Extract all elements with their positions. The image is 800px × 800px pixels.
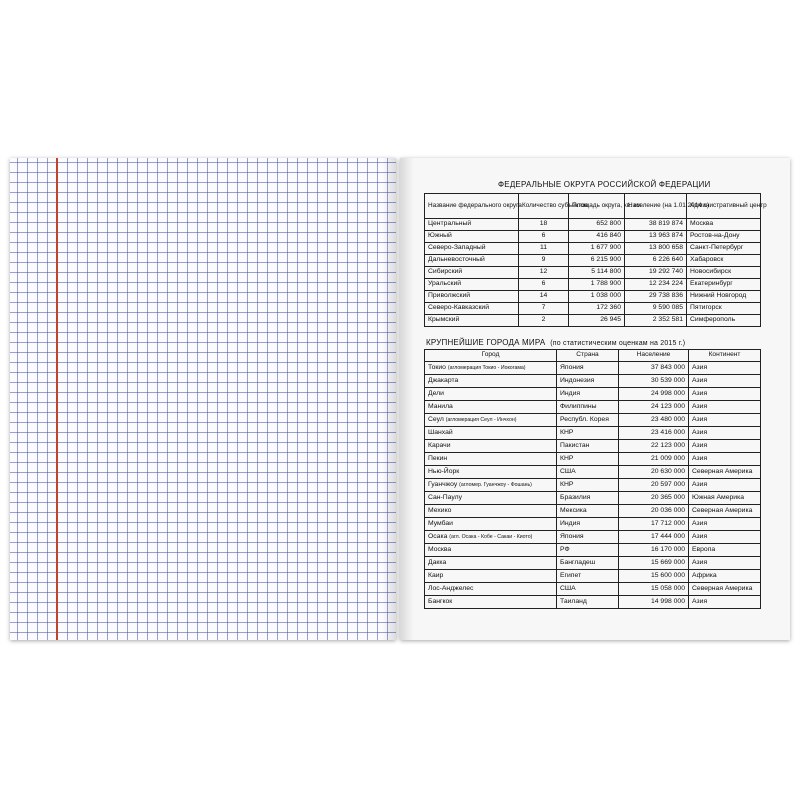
table-row <box>425 570 761 583</box>
table-row <box>425 401 761 414</box>
table-row <box>425 231 761 243</box>
country-cell: Республ. Корея <box>557 414 619 427</box>
area-cell: 5 114 800 <box>569 267 625 279</box>
district-name-cell: Сибирский <box>425 267 519 279</box>
table-row <box>425 362 761 375</box>
city-name: Лос-Анджелес <box>428 584 474 592</box>
table-row <box>425 375 761 388</box>
table-row <box>425 518 761 531</box>
district-name-cell: Дальневосточный <box>425 255 519 267</box>
table-row <box>425 596 761 609</box>
continent-cell: Азия <box>689 375 761 388</box>
admin-center-cell: Пятигорск <box>687 303 761 315</box>
city-cell <box>425 518 557 531</box>
table-row <box>425 466 761 479</box>
reference-page-right <box>400 158 790 640</box>
city-cell <box>425 414 557 427</box>
population-cell: 21 009 000 <box>619 453 689 466</box>
table-row <box>425 255 761 267</box>
margin-line <box>56 158 58 640</box>
table-row <box>425 303 761 315</box>
city-cell <box>425 596 557 609</box>
area-cell: 652 800 <box>569 219 625 231</box>
continent-cell: Северная Америка <box>689 505 761 518</box>
continent-cell: Азия <box>689 414 761 427</box>
continent-cell: Южная Америка <box>689 492 761 505</box>
city-cell <box>425 557 557 570</box>
continent-cell: Северная Америка <box>689 466 761 479</box>
continent-cell: Азия <box>689 427 761 440</box>
population-cell: 14 998 000 <box>619 596 689 609</box>
city-name: Бангкок <box>428 597 453 605</box>
table-row <box>425 243 761 255</box>
continent-cell: Северная Америка <box>689 583 761 596</box>
table-row <box>425 279 761 291</box>
city-name: Дакка <box>428 558 447 566</box>
continent-cell: Европа <box>689 544 761 557</box>
federal-districts-table <box>424 193 767 327</box>
column-header: Население (на 1.01.2014 г.) <box>625 194 687 219</box>
population-cell: 16 170 000 <box>619 544 689 557</box>
country-cell: РФ <box>557 544 619 557</box>
subjects-count-cell: 14 <box>519 291 569 303</box>
city-name: Сан-Паулу <box>428 493 462 501</box>
country-cell: Филиппины <box>557 401 619 414</box>
city-name: Дели <box>428 389 444 397</box>
area-cell: 6 215 900 <box>569 255 625 267</box>
table-row <box>425 544 761 557</box>
country-cell: КНР <box>557 479 619 492</box>
column-header: Город <box>425 350 557 362</box>
continent-cell: Азия <box>689 440 761 453</box>
admin-center-cell: Ростов-на-Дону <box>687 231 761 243</box>
table-row <box>425 440 761 453</box>
city-name: Шанхай <box>428 428 453 436</box>
population-cell: 12 234 224 <box>625 279 687 291</box>
city-cell <box>425 544 557 557</box>
continent-cell: Азия <box>689 531 761 544</box>
continent-cell: Азия <box>689 518 761 531</box>
city-cell <box>425 479 557 492</box>
column-header: Континент <box>689 350 761 362</box>
area-cell: 1 788 900 <box>569 279 625 291</box>
population-cell: 23 480 000 <box>619 414 689 427</box>
city-name: Токио <box>428 363 446 371</box>
district-name-cell: Северо-Западный <box>425 243 519 255</box>
country-cell: КНР <box>557 427 619 440</box>
admin-center-cell: Москва <box>687 219 761 231</box>
country-cell: Пакистан <box>557 440 619 453</box>
subjects-count-cell: 11 <box>519 243 569 255</box>
largest-cities-title-note: (по статистическим оценкам на 2015 г.) <box>550 340 686 347</box>
largest-cities-title <box>426 338 685 347</box>
area-cell: 26 945 <box>569 315 625 327</box>
subjects-count-cell: 6 <box>519 231 569 243</box>
admin-center-cell: Екатеринбург <box>687 279 761 291</box>
table-row <box>425 388 761 401</box>
admin-center-cell: Нижний Новгород <box>687 291 761 303</box>
column-header: Название федерального округа <box>425 194 519 219</box>
population-cell: 38 819 874 <box>625 219 687 231</box>
country-cell: Япония <box>557 362 619 375</box>
city-cell <box>425 492 557 505</box>
city-name: Манила <box>428 402 453 410</box>
population-cell: 2 352 581 <box>625 315 687 327</box>
city-cell <box>425 466 557 479</box>
column-header: Площадь округа, кв. км <box>569 194 625 219</box>
table-row <box>425 531 761 544</box>
city-name: Гуанчжоу <box>428 480 458 488</box>
city-cell <box>425 440 557 453</box>
city-cell <box>425 453 557 466</box>
continent-cell: Азия <box>689 388 761 401</box>
district-name-cell: Южный <box>425 231 519 243</box>
country-cell: США <box>557 583 619 596</box>
country-cell: Бангладеш <box>557 557 619 570</box>
city-cell <box>425 531 557 544</box>
area-cell: 416 840 <box>569 231 625 243</box>
population-cell: 24 998 000 <box>619 388 689 401</box>
district-name-cell: Приволжский <box>425 291 519 303</box>
population-cell: 6 226 640 <box>625 255 687 267</box>
table-row <box>425 219 761 231</box>
city-cell <box>425 401 557 414</box>
population-cell: 17 712 000 <box>619 518 689 531</box>
population-cell: 20 365 000 <box>619 492 689 505</box>
city-name: Карачи <box>428 441 451 449</box>
city-cell <box>425 570 557 583</box>
population-cell: 24 123 000 <box>619 401 689 414</box>
district-name-cell: Центральный <box>425 219 519 231</box>
column-header: Страна <box>557 350 619 362</box>
city-cell <box>425 505 557 518</box>
continent-cell: Азия <box>689 557 761 570</box>
admin-center-cell: Хабаровск <box>687 255 761 267</box>
population-cell: 17 444 000 <box>619 531 689 544</box>
admin-center-cell: Симферополь <box>687 315 761 327</box>
population-cell: 30 539 000 <box>619 375 689 388</box>
subjects-count-cell: 7 <box>519 303 569 315</box>
population-cell: 15 058 000 <box>619 583 689 596</box>
table-row <box>425 291 761 303</box>
table-row <box>425 453 761 466</box>
table-row <box>425 315 761 327</box>
country-cell: США <box>557 466 619 479</box>
grid-page-left <box>10 158 396 640</box>
table-row <box>425 505 761 518</box>
table-row <box>425 414 761 427</box>
population-cell: 20 036 000 <box>619 505 689 518</box>
area-cell: 1 038 000 <box>569 291 625 303</box>
continent-cell: Азия <box>689 479 761 492</box>
country-cell: Индия <box>557 388 619 401</box>
largest-cities-table <box>424 349 761 609</box>
city-name: Джакарта <box>428 376 459 384</box>
district-name-cell: Уральский <box>425 279 519 291</box>
table-row <box>425 267 761 279</box>
district-name-cell: Северо-Кавказский <box>425 303 519 315</box>
city-name: Сеул <box>428 415 444 423</box>
country-cell: Таиланд <box>557 596 619 609</box>
subjects-count-cell: 12 <box>519 267 569 279</box>
population-cell: 13 800 658 <box>625 243 687 255</box>
table-row <box>425 479 761 492</box>
table-row <box>425 427 761 440</box>
country-cell: Египет <box>557 570 619 583</box>
population-cell: 13 963 874 <box>625 231 687 243</box>
admin-center-cell: Новосибирск <box>687 267 761 279</box>
city-note: (агломерация Токио - Иокогама) <box>447 364 526 371</box>
continent-cell: Африка <box>689 570 761 583</box>
table-row <box>425 583 761 596</box>
population-cell: 15 600 000 <box>619 570 689 583</box>
city-cell <box>425 375 557 388</box>
district-name-cell: Крымский <box>425 315 519 327</box>
country-cell: Япония <box>557 531 619 544</box>
continent-cell: Азия <box>689 401 761 414</box>
continent-cell: Азия <box>689 453 761 466</box>
city-name: Каир <box>428 571 444 579</box>
city-name: Мехико <box>428 506 452 514</box>
admin-center-cell: Санкт-Петербург <box>687 243 761 255</box>
column-header: Административный центр <box>687 194 761 219</box>
subjects-count-cell: 2 <box>519 315 569 327</box>
city-name: Нью-Йорк <box>428 467 460 475</box>
city-name: Мумбаи <box>428 519 453 527</box>
subjects-count-cell: 6 <box>519 279 569 291</box>
city-cell <box>425 388 557 401</box>
column-header: Количество субъектов <box>519 194 569 219</box>
continent-cell: Азия <box>689 362 761 375</box>
continent-cell: Азия <box>689 596 761 609</box>
subjects-count-cell: 9 <box>519 255 569 267</box>
city-cell <box>425 362 557 375</box>
spine-shadow <box>382 158 396 640</box>
population-cell: 20 597 000 <box>619 479 689 492</box>
subjects-count-cell: 18 <box>519 219 569 231</box>
city-name: Москва <box>428 545 452 553</box>
country-cell: Индия <box>557 518 619 531</box>
country-cell: Бразилия <box>557 492 619 505</box>
country-cell: КНР <box>557 453 619 466</box>
area-cell: 172 360 <box>569 303 625 315</box>
population-cell: 9 590 085 <box>625 303 687 315</box>
population-cell: 15 669 000 <box>619 557 689 570</box>
city-name: Пекин <box>428 454 448 462</box>
table-header-row <box>425 350 761 362</box>
largest-cities-title-main: КРУПНЕЙШИЕ ГОРОДА МИРА <box>426 338 546 347</box>
table-header-row <box>425 194 761 219</box>
city-note: (агломер. Гуанчжоу - Фошань) <box>459 481 532 488</box>
population-cell: 19 292 740 <box>625 267 687 279</box>
area-cell: 1 677 900 <box>569 243 625 255</box>
population-cell: 20 630 000 <box>619 466 689 479</box>
city-cell <box>425 427 557 440</box>
table-row <box>425 557 761 570</box>
country-cell: Мексика <box>557 505 619 518</box>
population-cell: 37 843 000 <box>619 362 689 375</box>
federal-districts-title: ФЕДЕРАЛЬНЫЕ ОКРУГА РОССИЙСКОЙ ФЕДЕРАЦИИ <box>498 180 711 189</box>
table-row <box>425 492 761 505</box>
city-name: Осака <box>428 532 448 540</box>
city-note: (агл. Осака - Кобе - Сакаи - Киото) <box>449 533 533 540</box>
city-note: (агломерация Сеул - Инчхон) <box>445 416 517 423</box>
population-cell: 23 416 000 <box>619 427 689 440</box>
country-cell: Индонезия <box>557 375 619 388</box>
spine-shadow <box>400 158 414 640</box>
population-cell: 22 123 000 <box>619 440 689 453</box>
column-header: Население <box>619 350 689 362</box>
city-cell <box>425 583 557 596</box>
population-cell: 29 738 836 <box>625 291 687 303</box>
